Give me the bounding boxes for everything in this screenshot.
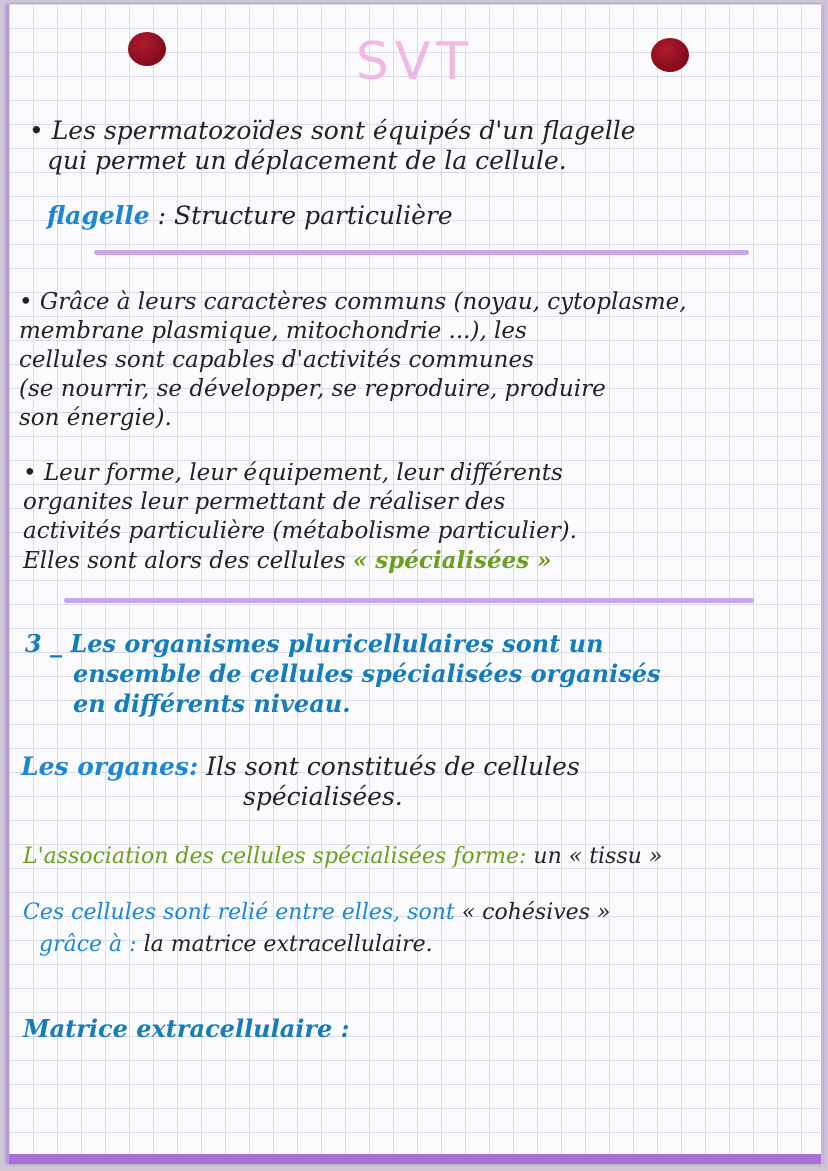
page-bottom-border xyxy=(9,1154,821,1164)
organs-definition xyxy=(21,752,811,812)
notebook-page xyxy=(6,4,823,1164)
tissue-text: L'association des cellules spécialisées forme: xyxy=(23,844,527,869)
page-title: SVT xyxy=(355,32,475,92)
bullet: • xyxy=(19,289,33,315)
text-line: (se nourrir, se développer, se reproduire, produire xyxy=(19,376,606,402)
divider xyxy=(94,250,749,255)
definition-separator: : xyxy=(157,201,167,230)
definition-text: Structure particulière xyxy=(174,201,453,230)
definition-term: flagelle xyxy=(47,201,150,230)
paragraph-spermatozoa xyxy=(29,116,809,176)
text-line: organites leur permettant de réaliser des xyxy=(23,489,506,515)
tissue-suffix: un « tissu » xyxy=(533,844,663,869)
text-line: Leur forme, leur équipement, leur différents xyxy=(43,460,563,486)
organs-term: Les organes: xyxy=(21,752,199,781)
text-line: son énergie). xyxy=(19,405,172,431)
heading-line: 3 _ Les organismes pluricellulaires sont un xyxy=(25,629,604,658)
text-line: activités particulière (métabolisme particulier). xyxy=(23,518,577,544)
bullet: • xyxy=(23,460,37,486)
paragraph-specialised xyxy=(23,459,813,576)
text-line: cellules sont capables d'activités communes xyxy=(19,347,534,373)
cohesion-quote: « cohésives » xyxy=(461,900,611,925)
tissue-definition xyxy=(23,842,823,872)
text-line: qui permet un déplacement de la cellule. xyxy=(47,146,567,175)
text-line: membrane plasmique, mitochondrie ...), les xyxy=(19,318,527,344)
divider xyxy=(64,598,754,603)
definition-flagelle xyxy=(47,201,453,231)
section-heading-3 xyxy=(25,629,815,719)
text-line: Elles sont alors des cellules xyxy=(23,548,346,574)
bullet: • xyxy=(29,116,44,145)
organs-text: spécialisées. xyxy=(243,782,403,811)
paragraph-common-traits xyxy=(19,288,809,433)
matrix-term: Matrice extracellulaire : xyxy=(23,1014,350,1043)
highlight-specialised: « spécialisées » xyxy=(352,547,552,574)
heading-line: ensemble de cellules spécialisées organisés xyxy=(73,659,661,688)
cohesion-term: grâce à : xyxy=(39,932,137,957)
cohesion-matrix: la matrice extracellulaire. xyxy=(143,932,433,957)
text-line: Grâce à leurs caractères communs (noyau, cytoplasme, xyxy=(39,289,687,315)
cohesion-text: Ces cellules sont relié entre elles, sont xyxy=(23,900,455,925)
heading-line: en différents niveau. xyxy=(73,689,351,718)
organs-text: Ils sont constitués de cellules xyxy=(206,752,580,781)
cohesion-definition xyxy=(23,897,823,961)
text-line: Les spermatozoïdes sont équipés d'un flagelle xyxy=(51,116,636,145)
